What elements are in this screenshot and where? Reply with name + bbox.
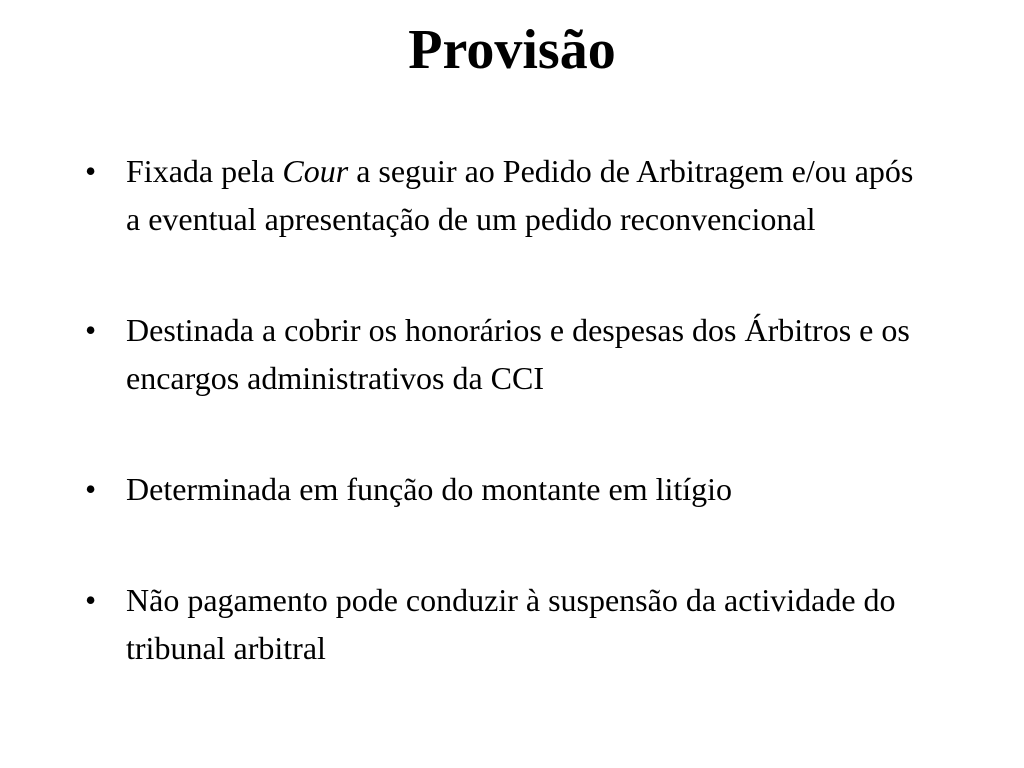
bullet-text: Destinada a cobrir os honorários e despesas dos Árbitros e os encargos administrativos da CCI — [126, 312, 910, 396]
bullet-marker: • — [85, 471, 97, 507]
bullet-marker: • — [85, 312, 97, 348]
bullet-item — [85, 576, 935, 672]
bullet-item — [85, 147, 935, 243]
bullet-item — [85, 465, 935, 513]
bullet-item — [85, 306, 935, 402]
bullet-list — [85, 147, 935, 672]
bullet-marker: • — [85, 153, 97, 189]
bullet-text: Não pagamento pode conduzir à suspensão da actividade do tribunal arbitral — [126, 582, 896, 666]
bullet-marker: • — [85, 582, 97, 618]
bullet-text-emphasis: Cour — [282, 153, 349, 189]
slide-title: Provisão — [408, 19, 616, 81]
bullet-text-start: Fixada pela — [126, 153, 283, 189]
bullet-text-end: a seguir ao Pedido de Arbitragem e/ou após a eventual apresentação de um pedido reconvencional — [126, 153, 914, 237]
bullet-text: Determinada em função do montante em litígio — [126, 471, 733, 507]
